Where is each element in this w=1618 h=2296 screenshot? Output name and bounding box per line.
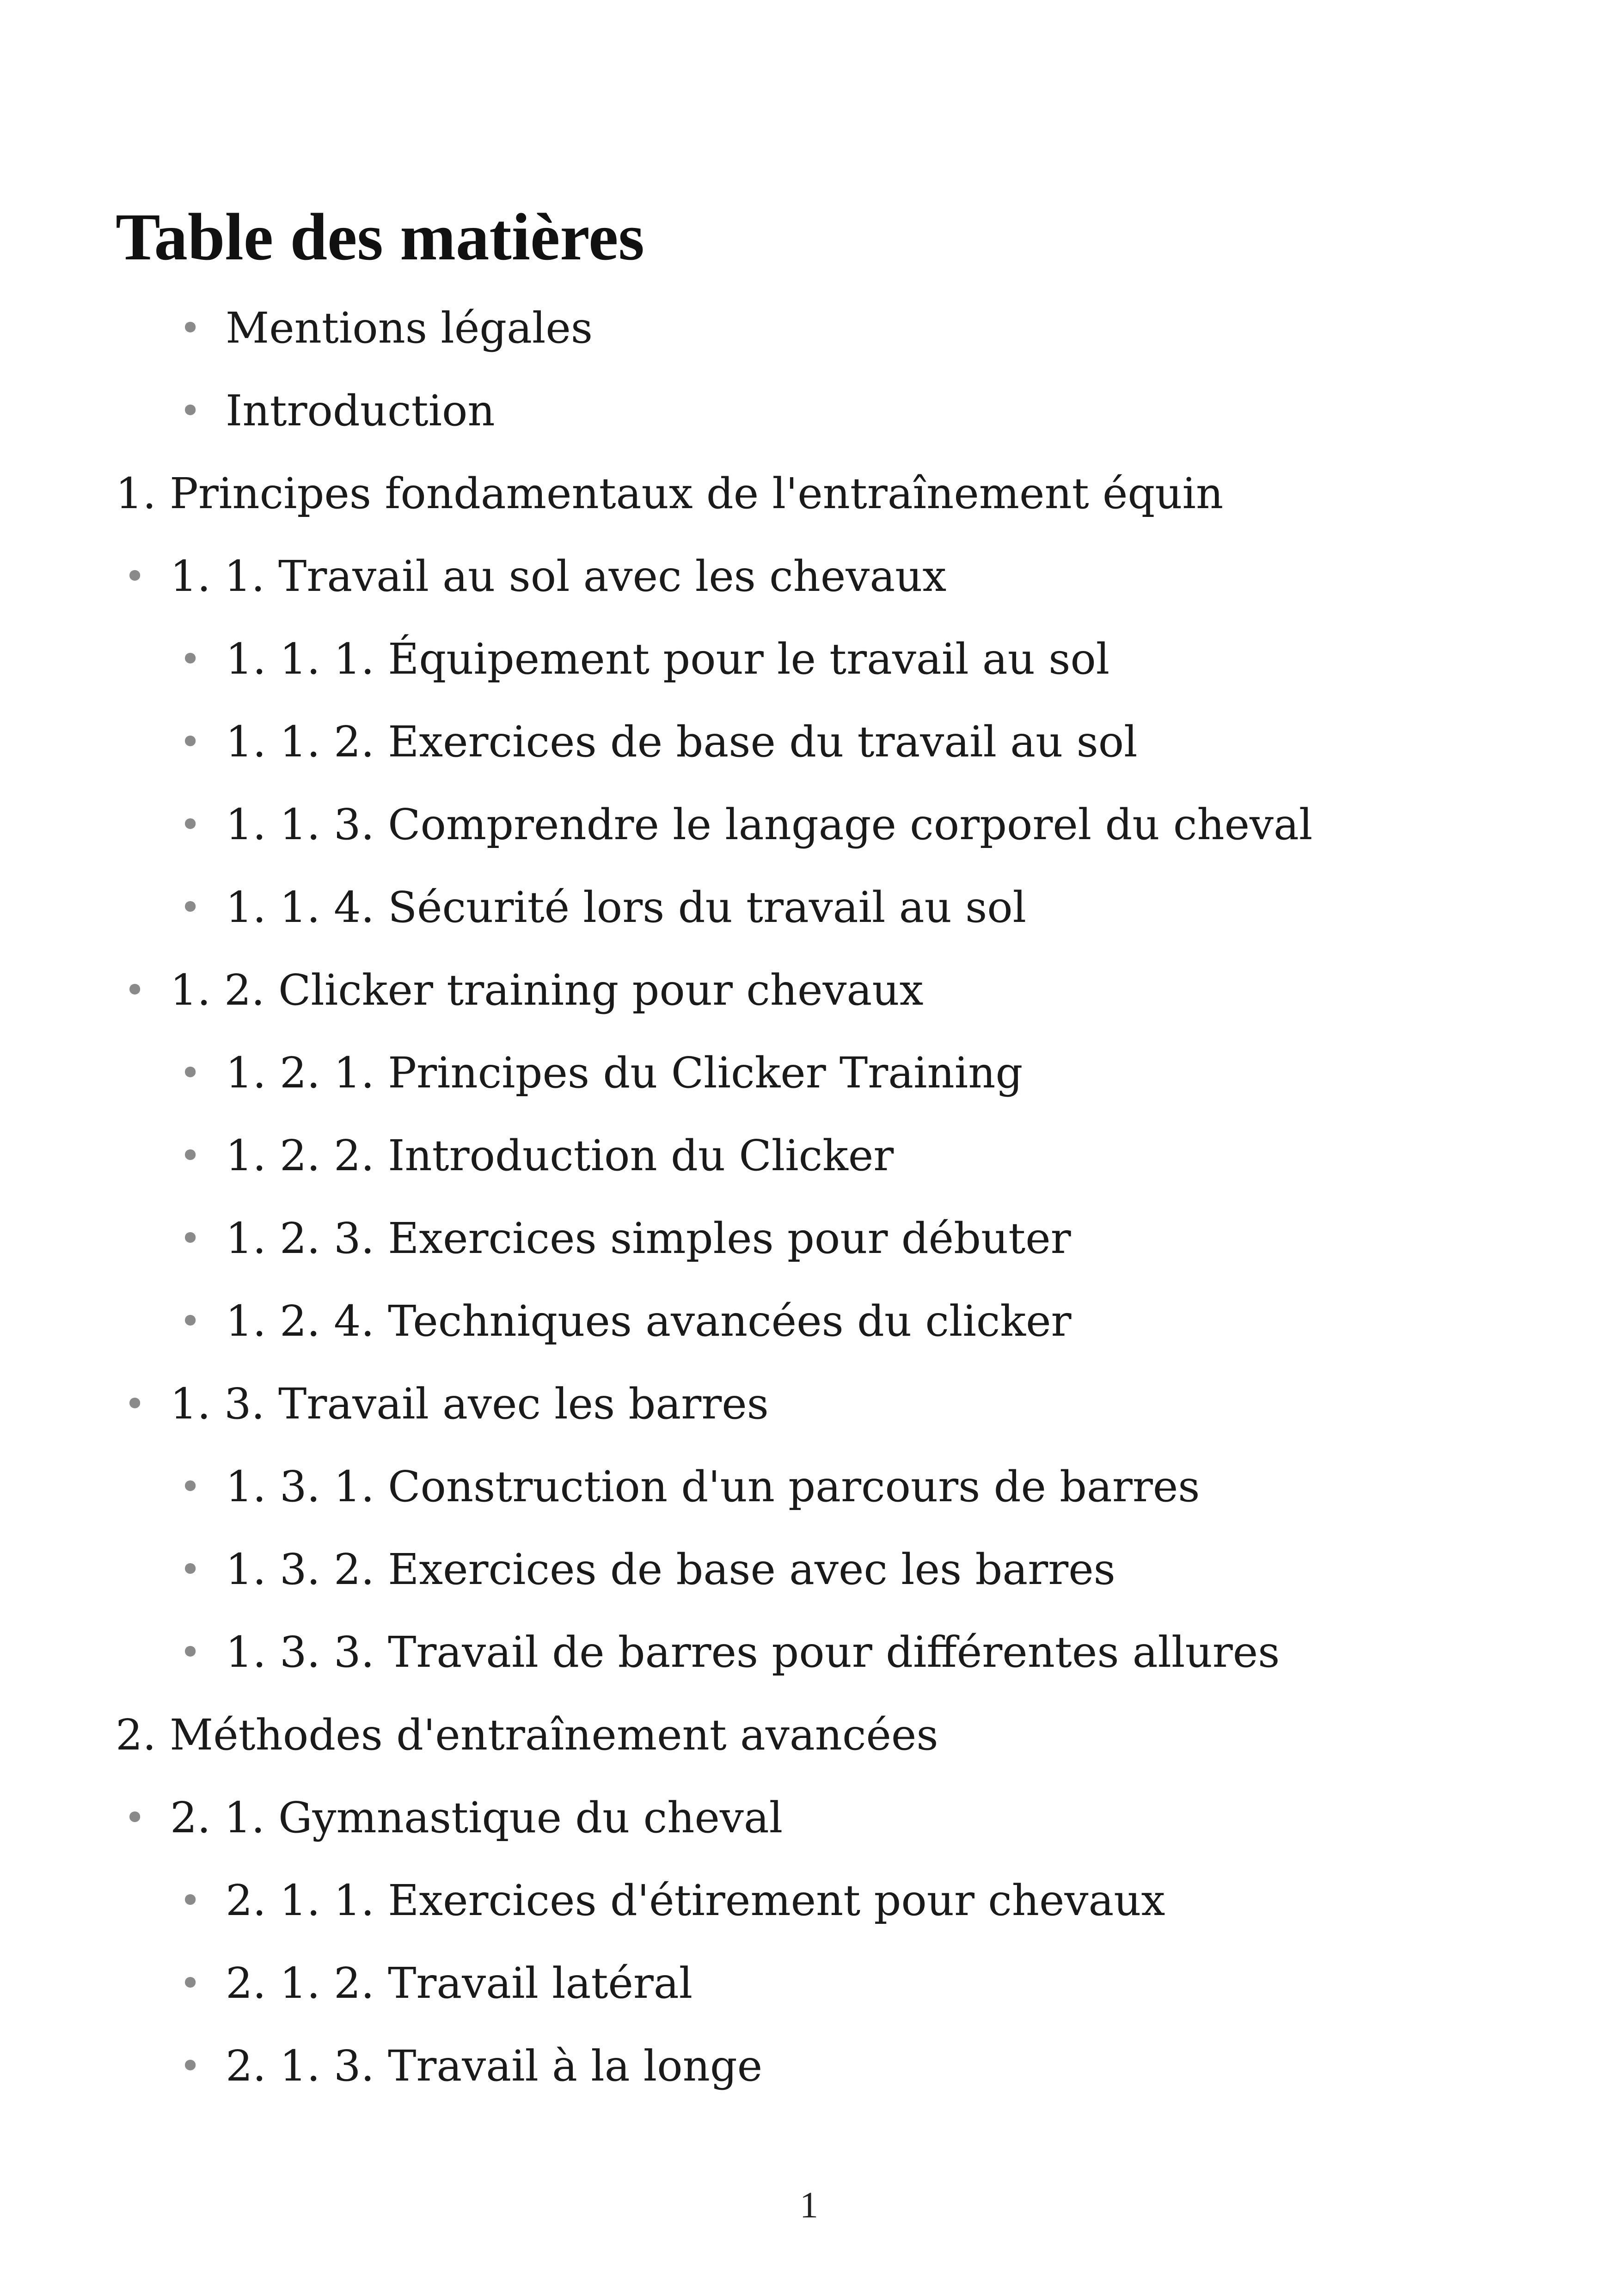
toc-entry-label[interactable]: 2. 1. Gymnastique du cheval xyxy=(170,1793,783,1842)
toc-entry-label[interactable]: 1. 2. 2. Introduction du Clicker xyxy=(226,1131,894,1180)
bullet-icon: • xyxy=(179,1548,202,1591)
toc-entry[interactable] xyxy=(0,1694,1618,1776)
bullet-icon: • xyxy=(179,307,202,350)
bullet-icon: • xyxy=(179,2044,202,2087)
toc-entry[interactable] xyxy=(0,1859,1618,1942)
bullet-icon: • xyxy=(179,720,202,763)
toc-entry[interactable] xyxy=(0,1528,1618,1611)
toc-entry-label[interactable]: 1. 1. 1. Équipement pour le travail au sol xyxy=(226,634,1110,684)
toc-entry-label[interactable]: 2. 1. 1. Exercices d'étirement pour chevaux xyxy=(226,1876,1165,1925)
toc-entry[interactable] xyxy=(0,1942,1618,2025)
toc-entry-label[interactable]: Introduction xyxy=(226,386,495,436)
bullet-icon: • xyxy=(179,1300,202,1343)
toc-entry[interactable] xyxy=(0,1280,1618,1363)
toc-entry-label[interactable]: 1. 3. Travail avec les barres xyxy=(170,1379,769,1429)
bullet-icon: • xyxy=(179,638,202,681)
toc-entry-label[interactable]: 1. 1. Travail au sol avec les chevaux xyxy=(170,552,947,601)
toc-entry[interactable] xyxy=(0,1197,1618,1280)
bullet-icon: • xyxy=(179,1217,202,1260)
bullet-icon: • xyxy=(179,1631,202,1674)
bullet-icon: • xyxy=(179,389,202,432)
toc-entry[interactable] xyxy=(0,535,1618,618)
bullet-icon: • xyxy=(179,1134,202,1177)
bullet-icon: • xyxy=(124,1796,146,1839)
toc-entry[interactable] xyxy=(0,2025,1618,2107)
toc-entry-label[interactable]: 1. 3. 1. Construction d'un parcours de barres xyxy=(226,1462,1200,1511)
bullet-icon: • xyxy=(124,555,146,598)
toc-entry[interactable] xyxy=(0,618,1618,700)
toc-entry-label[interactable]: 1. Principes fondamentaux de l'entraînement équin xyxy=(116,469,1224,518)
bullet-icon: • xyxy=(124,969,146,1012)
toc-entry[interactable] xyxy=(0,452,1618,535)
toc-entry-label[interactable]: Mentions légales xyxy=(226,303,593,353)
toc-entry[interactable] xyxy=(0,1611,1618,1694)
toc-entry-label[interactable]: 2. 1. 3. Travail à la longe xyxy=(226,2041,763,2091)
bullet-icon: • xyxy=(124,1382,146,1425)
toc-entry-label[interactable]: 1. 1. 3. Comprendre le langage corporel du cheval xyxy=(226,800,1313,849)
toc-entry[interactable] xyxy=(0,1031,1618,1114)
bullet-icon: • xyxy=(179,1879,202,1922)
bullet-icon: • xyxy=(179,886,202,929)
page-number: 1 xyxy=(800,2185,818,2226)
toc-entry[interactable] xyxy=(0,369,1618,452)
toc-entry[interactable] xyxy=(0,1445,1618,1528)
toc-entry-label[interactable]: 1. 3. 3. Travail de barres pour différentes allures xyxy=(226,1627,1280,1677)
bullet-icon: • xyxy=(179,1051,202,1094)
toc-entry-label[interactable]: 1. 3. 2. Exercices de base avec les barres xyxy=(226,1545,1115,1594)
bullet-icon: • xyxy=(179,1465,202,1508)
toc-entry[interactable] xyxy=(0,1363,1618,1445)
toc-entry-label[interactable]: 1. 2. 4. Techniques avancées du clicker xyxy=(226,1296,1072,1346)
toc-entry-label[interactable]: 1. 1. 2. Exercices de base du travail au sol xyxy=(226,717,1138,767)
toc-entry[interactable] xyxy=(0,1114,1618,1197)
toc-entry[interactable] xyxy=(0,287,1618,369)
toc-entry-label[interactable]: 1. 2. Clicker training pour chevaux xyxy=(170,965,924,1015)
toc-list xyxy=(0,287,1618,2107)
bullet-icon: • xyxy=(179,803,202,846)
toc-entry[interactable] xyxy=(0,783,1618,866)
toc-entry-label[interactable]: 1. 1. 4. Sécurité lors du travail au sol xyxy=(226,883,1027,932)
toc-entry[interactable] xyxy=(0,949,1618,1031)
toc-entry[interactable] xyxy=(0,866,1618,949)
toc-entry-label[interactable]: 1. 2. 1. Principes du Clicker Training xyxy=(226,1048,1023,1098)
toc-entry-label[interactable]: 1. 2. 3. Exercices simples pour débuter xyxy=(226,1214,1071,1263)
bullet-icon: • xyxy=(179,1962,202,2005)
toc-entry-label[interactable]: 2. 1. 2. Travail latéral xyxy=(226,1958,693,2008)
toc-entry[interactable] xyxy=(0,1776,1618,1859)
page-title: Table des matières xyxy=(116,200,644,274)
toc-entry-label[interactable]: 2. Méthodes d'entraînement avancées xyxy=(116,1710,938,1760)
toc-entry[interactable] xyxy=(0,700,1618,783)
